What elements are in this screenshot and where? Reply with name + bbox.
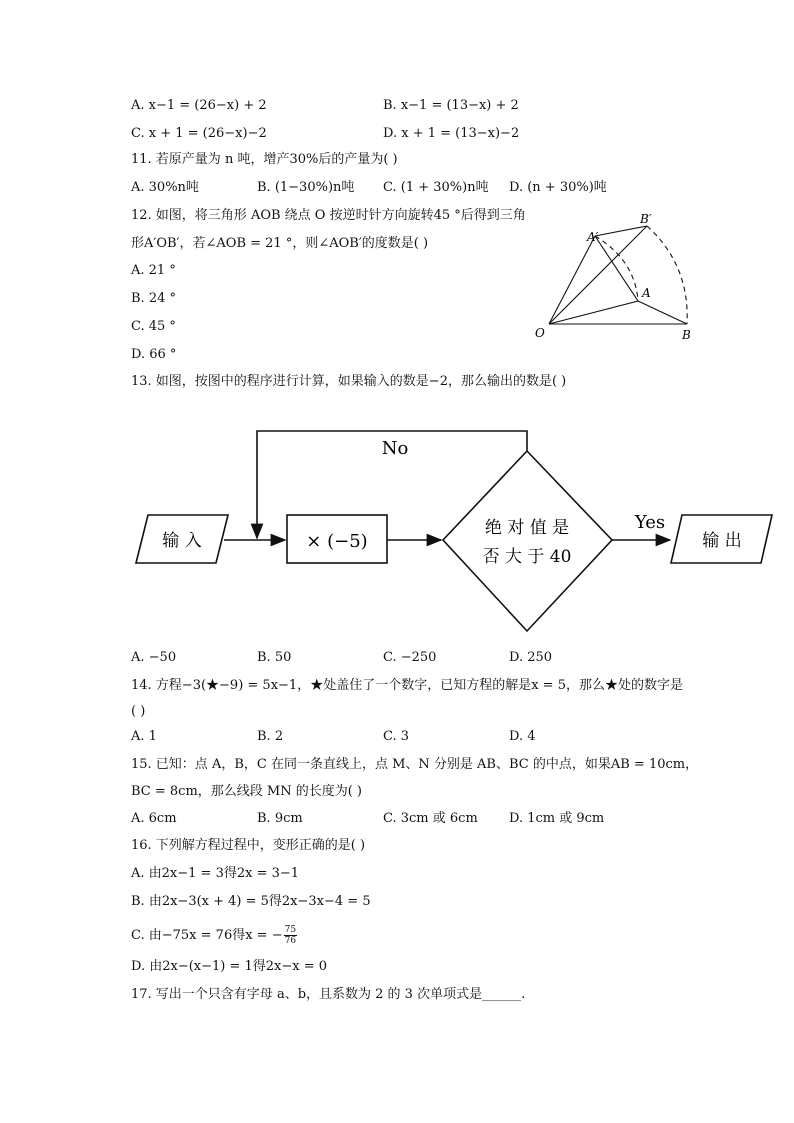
fraction [284, 925, 297, 946]
q14-stem-line2: ( ) [131, 704, 146, 719]
q11-option-a: A. 30%n吨 [131, 180, 199, 195]
q13-option-a: A. −50 [131, 650, 177, 665]
q12-stem-line1: 12. 如图，将三角形 AOB 绕点 O 按逆时针方向旋转45 °后得到三角 [131, 208, 526, 223]
q14-option-d: D. 4 [509, 729, 536, 744]
q16-option-c-text: C. 由−75x = 76得x = − [131, 928, 283, 943]
q10-option-b: B. x−1 = (13−x) + 2 [383, 98, 519, 113]
no-label: No [381, 438, 409, 459]
q15-option-a: A. 6cm [131, 811, 177, 826]
q10-option-c: C. x + 1 = (26−x)−2 [131, 126, 267, 141]
q12-stem-line2: 形A′OB′，若∠AOB = 21 °，则∠AOB′的度数是( ) [131, 236, 429, 251]
q15-stem-line1: 15. 已知：点 A，B，C 在同一条直线上，点 M、N 分别是 AB、BC 的中点，如果AB = 10cm， [131, 757, 699, 772]
q14-stem-line1: 14. 方程−3(★−9) = 5x−1，★处盖住了一个数字，已知方程的解是x = 5，那么★处的数字是 [131, 678, 683, 693]
q11-option-c: C. (1 + 30%)n吨 [383, 180, 489, 195]
flowchart [125, 418, 780, 640]
q15-option-c: C. 3cm 或 6cm [383, 811, 478, 826]
q13-option-b: B. 50 [257, 650, 292, 665]
output-label: 输 出 [702, 531, 742, 551]
fraction-denominator: 76 [284, 936, 297, 946]
q10-option-a: A. x−1 = (26−x) + 2 [131, 98, 267, 113]
condition-line2: 否 大 于 40 [482, 547, 572, 567]
q11-option-d: D. (n + 30%)吨 [509, 180, 607, 195]
q12-option-b: B. 24 ° [131, 291, 176, 306]
q13-stem: 13. 如图，按图中的程序进行计算，如果输入的数是−2，那么输出的数是( ) [131, 374, 567, 389]
q15-option-d: D. 1cm 或 9cm [509, 811, 605, 826]
q16-option-a: A. 由2x−1 = 3得2x = 3−1 [131, 866, 300, 881]
fraction-numerator: 75 [284, 925, 297, 935]
q16-stem: 16. 下列解方程过程中，变形正确的是( ) [131, 838, 366, 853]
q16-option-c [131, 925, 297, 946]
label-o: O [535, 326, 545, 340]
q12-option-a: A. 21 ° [131, 263, 176, 278]
label-b-prime: B′ [640, 212, 652, 226]
q12-option-c: C. 45 ° [131, 319, 176, 334]
operation-label: × (−5) [306, 531, 368, 552]
q11-option-b: B. (1−30%)n吨 [257, 180, 355, 195]
label-b: B [682, 328, 691, 342]
q17-stem: 17. 写出一个只含有字母 a、b，且系数为 2 的 3 次单项式是______. [131, 987, 526, 1002]
q14-option-b: B. 2 [257, 729, 284, 744]
q13-option-d: D. 250 [509, 650, 553, 665]
q15-option-b: B. 9cm [257, 811, 303, 826]
q14-option-a: A. 1 [131, 729, 157, 744]
label-a-prime: A′ [587, 230, 599, 244]
q14-option-c: C. 3 [383, 729, 410, 744]
condition-line1: 绝 对 值 是 [484, 518, 570, 538]
q10-option-d: D. x + 1 = (13−x)−2 [383, 126, 520, 141]
rotation-figure [530, 205, 710, 350]
label-a: A [642, 286, 651, 300]
q16-option-b: B. 由2x−3(x + 4) = 5得2x−3x−4 = 5 [131, 894, 371, 909]
q16-option-d: D. 由2x−(x−1) = 1得2x−x = 0 [131, 959, 328, 974]
q12-option-d: D. 66 ° [131, 347, 177, 362]
yes-label: Yes [634, 512, 666, 533]
condition-diamond [443, 451, 612, 631]
q15-stem-line2: BC = 8cm，那么线段 MN 的长度为( ) [131, 784, 363, 799]
q13-option-c: C. −250 [383, 650, 437, 665]
q11-stem: 11. 若原产量为 n 吨，增产30%后的产量为( ) [131, 152, 398, 167]
input-label: 输 入 [162, 531, 202, 551]
